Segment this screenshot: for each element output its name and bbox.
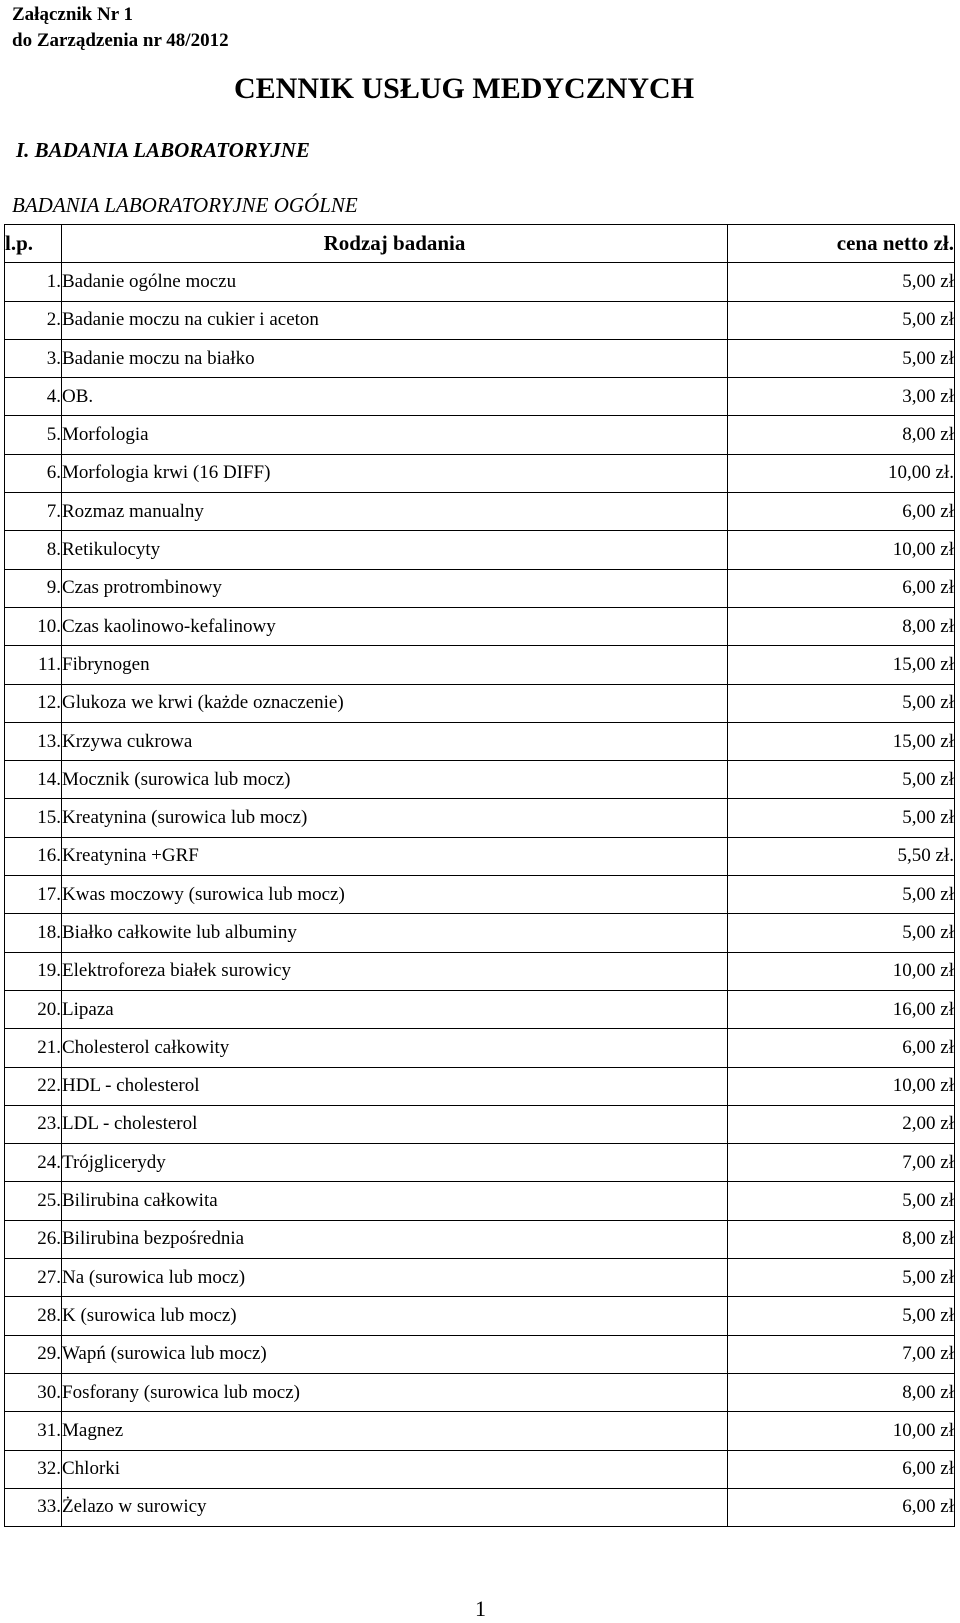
row-number: 17. [5,876,62,914]
test-name: Badanie moczu na białko [62,339,728,377]
table-row [5,263,955,301]
test-name: Mocznik (surowica lub mocz) [62,761,728,799]
table-row [5,1488,955,1526]
test-name: Białko całkowite lub albuminy [62,914,728,952]
table-body [5,263,955,1527]
row-number: 3. [5,339,62,377]
table-row [5,1105,955,1143]
net-price: 5,00 zł [728,1297,955,1335]
table-row [5,1297,955,1335]
row-number: 16. [5,837,62,875]
net-price: 8,00 zł [728,1220,955,1258]
net-price: 5,00 zł [728,799,955,837]
table-row [5,1220,955,1258]
subsection-heading: BADANIA LABORATORYJNE OGÓLNE [12,193,358,217]
test-name: Kreatynina (surowica lub mocz) [62,799,728,837]
row-number: 28. [5,1297,62,1335]
net-price: 5,00 zł [728,1182,955,1220]
table-row [5,493,955,531]
attachment-line-2: do Zarządzenia nr 48/2012 [12,30,229,51]
test-name: Elektroforeza białek surowicy [62,952,728,990]
attachment-line-1: Załącznik Nr 1 [12,4,134,25]
row-number: 29. [5,1335,62,1373]
net-price: 8,00 zł [728,1373,955,1411]
test-name: Bilirubina bezpośrednia [62,1220,728,1258]
table-row [5,876,955,914]
table-row [5,1373,955,1411]
section-heading: I. BADANIA LABORATORYJNE [16,138,310,162]
row-number: 7. [5,493,62,531]
row-number: 33. [5,1488,62,1526]
net-price: 6,00 zł [728,1450,955,1488]
table-row [5,531,955,569]
table-row [5,990,955,1028]
table-row [5,301,955,339]
test-name: Morfologia krwi (16 DIFF) [62,454,728,492]
test-name: Morfologia [62,416,728,454]
row-number: 27. [5,1259,62,1297]
net-price: 10,00 zł [728,1412,955,1450]
test-name: Trójglicerydy [62,1144,728,1182]
table-row [5,607,955,645]
row-number: 14. [5,761,62,799]
table-row [5,1450,955,1488]
table-row [5,1412,955,1450]
row-number: 19. [5,952,62,990]
net-price: 8,00 zł [728,416,955,454]
row-number: 1. [5,263,62,301]
page-number: 1 [475,1596,486,1621]
row-number: 22. [5,1067,62,1105]
table-row [5,1029,955,1067]
document-title: CENNIK USŁUG MEDYCZNYCH [234,72,695,105]
test-name: Chlorki [62,1450,728,1488]
table-row [5,799,955,837]
net-price: 10,00 zł. [728,454,955,492]
net-price: 2,00 zł [728,1105,955,1143]
row-number: 9. [5,569,62,607]
net-price: 5,00 zł [728,301,955,339]
column-header-net-price: cena netto zł. [728,225,955,263]
table-row [5,1144,955,1182]
test-name: Badanie moczu na cukier i aceton [62,301,728,339]
net-price: 5,00 zł [728,1259,955,1297]
attachment-note [12,2,229,54]
column-header-lp: l.p. [5,225,62,263]
net-price: 5,00 zł [728,876,955,914]
test-name: Czas protrombinowy [62,569,728,607]
row-number: 24. [5,1144,62,1182]
table-row [5,722,955,760]
test-name: Cholesterol całkowity [62,1029,728,1067]
table-row [5,339,955,377]
row-number: 32. [5,1450,62,1488]
test-name: Magnez [62,1412,728,1450]
net-price: 5,00 zł [728,684,955,722]
row-number: 11. [5,646,62,684]
test-name: Kreatynina +GRF [62,837,728,875]
test-name: LDL - cholesterol [62,1105,728,1143]
test-name: Fosforany (surowica lub mocz) [62,1373,728,1411]
net-price: 16,00 zł [728,990,955,1028]
test-name: K (surowica lub mocz) [62,1297,728,1335]
net-price: 7,00 zł [728,1335,955,1373]
test-name: Glukoza we krwi (każde oznaczenie) [62,684,728,722]
row-number: 23. [5,1105,62,1143]
row-number: 30. [5,1373,62,1411]
test-name: Bilirubina całkowita [62,1182,728,1220]
table-row [5,416,955,454]
net-price: 6,00 zł [728,1029,955,1067]
test-name: Badanie ogólne moczu [62,263,728,301]
test-name: Lipaza [62,990,728,1028]
table-row [5,1182,955,1220]
row-number: 18. [5,914,62,952]
table-row [5,646,955,684]
net-price: 5,00 zł [728,761,955,799]
test-name: Wapń (surowica lub mocz) [62,1335,728,1373]
row-number: 21. [5,1029,62,1067]
net-price: 7,00 zł [728,1144,955,1182]
table-row [5,837,955,875]
row-number: 6. [5,454,62,492]
test-name: Krzywa cukrowa [62,722,728,760]
row-number: 26. [5,1220,62,1258]
row-number: 13. [5,722,62,760]
table-row [5,1335,955,1373]
row-number: 20. [5,990,62,1028]
net-price: 6,00 zł [728,569,955,607]
table-row [5,378,955,416]
net-price: 10,00 zł [728,531,955,569]
net-price: 15,00 zł [728,722,955,760]
net-price: 6,00 zł [728,1488,955,1526]
test-name: Fibrynogen [62,646,728,684]
table-row [5,454,955,492]
net-price: 5,00 zł [728,263,955,301]
row-number: 4. [5,378,62,416]
row-number: 31. [5,1412,62,1450]
net-price: 10,00 zł [728,1067,955,1105]
test-name: HDL - cholesterol [62,1067,728,1105]
test-name: Retikulocyty [62,531,728,569]
test-name: Czas kaolinowo-kefalinowy [62,607,728,645]
net-price: 5,50 zł. [728,837,955,875]
net-price: 6,00 zł [728,493,955,531]
test-name: OB. [62,378,728,416]
column-header-test-type: Rodzaj badania [62,225,728,263]
test-name: Żelazo w surowicy [62,1488,728,1526]
row-number: 10. [5,607,62,645]
table-row [5,684,955,722]
net-price: 8,00 zł [728,607,955,645]
row-number: 8. [5,531,62,569]
table-row [5,761,955,799]
table-row [5,914,955,952]
net-price: 15,00 zł [728,646,955,684]
table-row [5,1067,955,1105]
row-number: 15. [5,799,62,837]
table-row [5,1259,955,1297]
net-price: 5,00 zł [728,339,955,377]
row-number: 25. [5,1182,62,1220]
table-row [5,569,955,607]
table-row [5,952,955,990]
test-name: Na (surowica lub mocz) [62,1259,728,1297]
row-number: 12. [5,684,62,722]
row-number: 5. [5,416,62,454]
table-header-row [5,225,955,263]
net-price: 5,00 zł [728,914,955,952]
net-price: 10,00 zł [728,952,955,990]
test-name: Kwas moczowy (surowica lub mocz) [62,876,728,914]
net-price: 3,00 zł [728,378,955,416]
row-number: 2. [5,301,62,339]
test-name: Rozmaz manualny [62,493,728,531]
price-table [4,224,955,1527]
